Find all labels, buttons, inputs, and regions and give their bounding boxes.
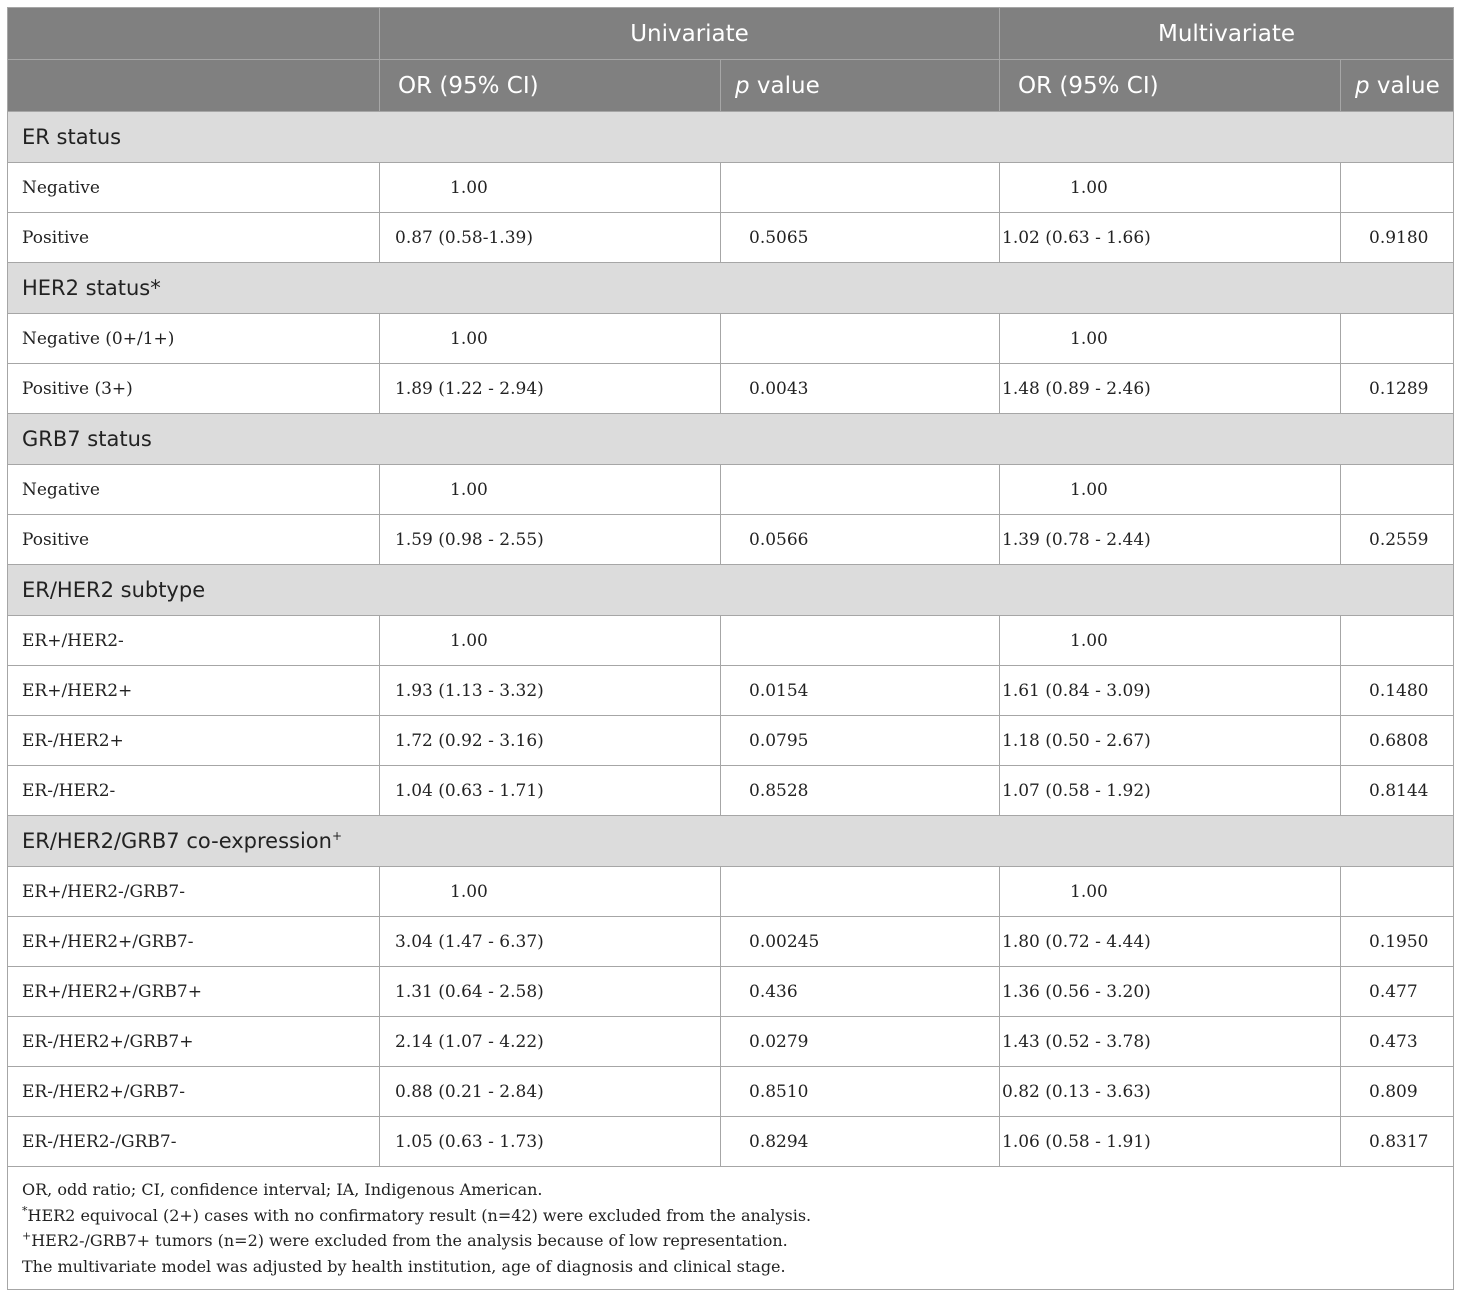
row-label: ER-/HER2- [8, 766, 380, 816]
header-p-univariate [721, 60, 1000, 112]
p-multivariate: 0.9180 [1341, 213, 1454, 263]
p-univariate: 0.0154 [721, 666, 1000, 716]
footnote-grb7 [22, 1228, 1439, 1254]
table-row [8, 465, 1454, 515]
p-univariate [721, 163, 1000, 213]
row-label: ER+/HER2+ [8, 666, 380, 716]
or-univariate: 1.00 [380, 616, 721, 666]
or-univariate: 1.31 (0.64 - 2.58) [380, 967, 721, 1017]
or-multivariate: 0.82 (0.13 - 3.63) [1000, 1067, 1341, 1117]
table-row [8, 917, 1454, 967]
or-multivariate: 1.00 [1000, 314, 1341, 364]
p-univariate: 0.0566 [721, 515, 1000, 565]
or-multivariate: 1.18 (0.50 - 2.67) [1000, 716, 1341, 766]
row-label: ER-/HER2+ [8, 716, 380, 766]
table-row [8, 766, 1454, 816]
table-row [8, 364, 1454, 414]
section-header-row [8, 112, 1454, 163]
row-label: ER-/HER2+/GRB7+ [8, 1017, 380, 1067]
or-multivariate: 1.61 (0.84 - 3.09) [1000, 666, 1341, 716]
section-title-sup: + [331, 829, 343, 843]
p-multivariate [1341, 465, 1454, 515]
or-univariate: 1.59 (0.98 - 2.55) [380, 515, 721, 565]
or-multivariate: 1.39 (0.78 - 2.44) [1000, 515, 1341, 565]
or-univariate: 1.72 (0.92 - 3.16) [380, 716, 721, 766]
footnote-her2-text: HER2 equivocal (2+) cases with no confirmatory result (n=42) were excluded from the analysis. [27, 1205, 812, 1225]
footnote-grb7-symbol: + [22, 1229, 32, 1243]
p-univariate [721, 465, 1000, 515]
header-or-univariate: OR (95% CI) [380, 60, 721, 112]
or-multivariate: 1.80 (0.72 - 4.44) [1000, 917, 1341, 967]
section-header-row [8, 565, 1454, 616]
odds-ratio-table [7, 7, 1454, 1290]
section-title-text: ER status [22, 125, 122, 149]
header-row-groups [8, 8, 1454, 60]
or-univariate: 1.00 [380, 163, 721, 213]
footnote-row [8, 1167, 1454, 1290]
table-row [8, 967, 1454, 1017]
p-multivariate [1341, 616, 1454, 666]
section-title-text: ER/HER2 subtype [22, 578, 206, 602]
p-multivariate: 0.1480 [1341, 666, 1454, 716]
section-title [8, 112, 1454, 163]
or-univariate: 1.04 (0.63 - 1.71) [380, 766, 721, 816]
table-row [8, 1117, 1454, 1167]
or-univariate: 0.87 (0.58-1.39) [380, 213, 721, 263]
section-title-text: HER2 status* [22, 276, 161, 300]
header-empty-cell [8, 8, 380, 60]
footnote-grb7-text: HER2-/GRB7+ tumors (n=2) were excluded from the analysis because of low representation. [31, 1231, 788, 1250]
or-univariate: 1.00 [380, 314, 721, 364]
p-univariate [721, 616, 1000, 666]
p-rest: value [749, 72, 820, 99]
table-row [8, 163, 1454, 213]
p-univariate: 0.0043 [721, 364, 1000, 414]
header-p-multivariate [1341, 60, 1454, 112]
section-title [8, 414, 1454, 465]
footnotes [8, 1167, 1454, 1290]
row-label: ER+/HER2+/GRB7+ [8, 967, 380, 1017]
header-multivariate: Multivariate [1000, 8, 1454, 60]
section-title [8, 816, 1454, 867]
table-row [8, 213, 1454, 263]
row-label: Negative [8, 163, 380, 213]
table-row [8, 867, 1454, 917]
table-row [8, 666, 1454, 716]
or-multivariate: 1.43 (0.52 - 3.78) [1000, 1017, 1341, 1067]
p-multivariate [1341, 314, 1454, 364]
footnote-her2-symbol: * [22, 1204, 28, 1218]
table-row [8, 1067, 1454, 1117]
header-or-multivariate: OR (95% CI) [1000, 60, 1341, 112]
table-row [8, 314, 1454, 364]
section-title [8, 565, 1454, 616]
row-label: Positive [8, 213, 380, 263]
or-multivariate: 1.07 (0.58 - 1.92) [1000, 766, 1341, 816]
or-multivariate: 1.48 (0.89 - 2.46) [1000, 364, 1341, 414]
row-label: Negative (0+/1+) [8, 314, 380, 364]
p-univariate: 0.0279 [721, 1017, 1000, 1067]
or-multivariate: 1.00 [1000, 616, 1341, 666]
footnote-abbrev: OR, odd ratio; CI, confidence interval; IA, Indigenous American. [22, 1180, 543, 1199]
row-label: ER+/HER2+/GRB7- [8, 917, 380, 967]
or-univariate: 3.04 (1.47 - 6.37) [380, 917, 721, 967]
p-multivariate: 0.2559 [1341, 515, 1454, 565]
table-row [8, 616, 1454, 666]
section-header-row [8, 816, 1454, 867]
row-label: ER+/HER2-/GRB7- [8, 867, 380, 917]
or-multivariate: 1.00 [1000, 465, 1341, 515]
table-row [8, 716, 1454, 766]
p-univariate: 0.5065 [721, 213, 1000, 263]
section-title-text: GRB7 status [22, 427, 152, 451]
p-multivariate: 0.6808 [1341, 716, 1454, 766]
p-multivariate: 0.473 [1341, 1017, 1454, 1067]
header-row-columns [8, 60, 1454, 112]
p-italic: p [1355, 72, 1370, 99]
p-multivariate: 0.8317 [1341, 1117, 1454, 1167]
or-multivariate: 1.36 (0.56 - 3.20) [1000, 967, 1341, 1017]
p-univariate: 0.436 [721, 967, 1000, 1017]
or-multivariate: 1.06 (0.58 - 1.91) [1000, 1117, 1341, 1167]
p-univariate: 0.8510 [721, 1067, 1000, 1117]
p-univariate: 0.00245 [721, 917, 1000, 967]
or-multivariate: 1.02 (0.63 - 1.66) [1000, 213, 1341, 263]
p-univariate: 0.0795 [721, 716, 1000, 766]
p-univariate [721, 867, 1000, 917]
or-univariate: 1.93 (1.13 - 3.32) [380, 666, 721, 716]
or-univariate: 1.05 (0.63 - 1.73) [380, 1117, 721, 1167]
p-multivariate: 0.1950 [1341, 917, 1454, 967]
p-multivariate [1341, 163, 1454, 213]
or-univariate: 2.14 (1.07 - 4.22) [380, 1017, 721, 1067]
section-title [8, 263, 1454, 314]
footnote-model: The multivariate model was adjusted by health institution, age of diagnosis and clinical stage. [22, 1256, 786, 1276]
p-rest: value [1369, 72, 1440, 99]
or-univariate: 1.00 [380, 465, 721, 515]
or-univariate: 0.88 (0.21 - 2.84) [380, 1067, 721, 1117]
p-italic: p [735, 72, 750, 99]
row-label: Positive [8, 515, 380, 565]
row-label: Negative [8, 465, 380, 515]
p-univariate: 0.8294 [721, 1117, 1000, 1167]
section-header-row [8, 263, 1454, 314]
or-multivariate: 1.00 [1000, 867, 1341, 917]
or-univariate: 1.00 [380, 867, 721, 917]
p-univariate [721, 314, 1000, 364]
section-header-row [8, 414, 1454, 465]
results-table-container [7, 7, 1453, 1290]
table-row [8, 1017, 1454, 1067]
p-multivariate: 0.1289 [1341, 364, 1454, 414]
row-label: ER-/HER2+/GRB7- [8, 1067, 380, 1117]
table-row [8, 515, 1454, 565]
row-label: ER+/HER2- [8, 616, 380, 666]
row-label: ER-/HER2-/GRB7- [8, 1117, 380, 1167]
or-univariate: 1.89 (1.22 - 2.94) [380, 364, 721, 414]
row-label: Positive (3+) [8, 364, 380, 414]
header-univariate: Univariate [380, 8, 1000, 60]
p-multivariate: 0.477 [1341, 967, 1454, 1017]
p-multivariate: 0.809 [1341, 1067, 1454, 1117]
section-title-text: ER/HER2/GRB7 co-expression [22, 829, 332, 853]
footnote-her2 [22, 1203, 1439, 1229]
or-multivariate: 1.00 [1000, 163, 1341, 213]
header-empty-cell [8, 60, 380, 112]
p-multivariate: 0.8144 [1341, 766, 1454, 816]
p-univariate: 0.8528 [721, 766, 1000, 816]
table-body [8, 112, 1454, 1167]
p-multivariate [1341, 867, 1454, 917]
